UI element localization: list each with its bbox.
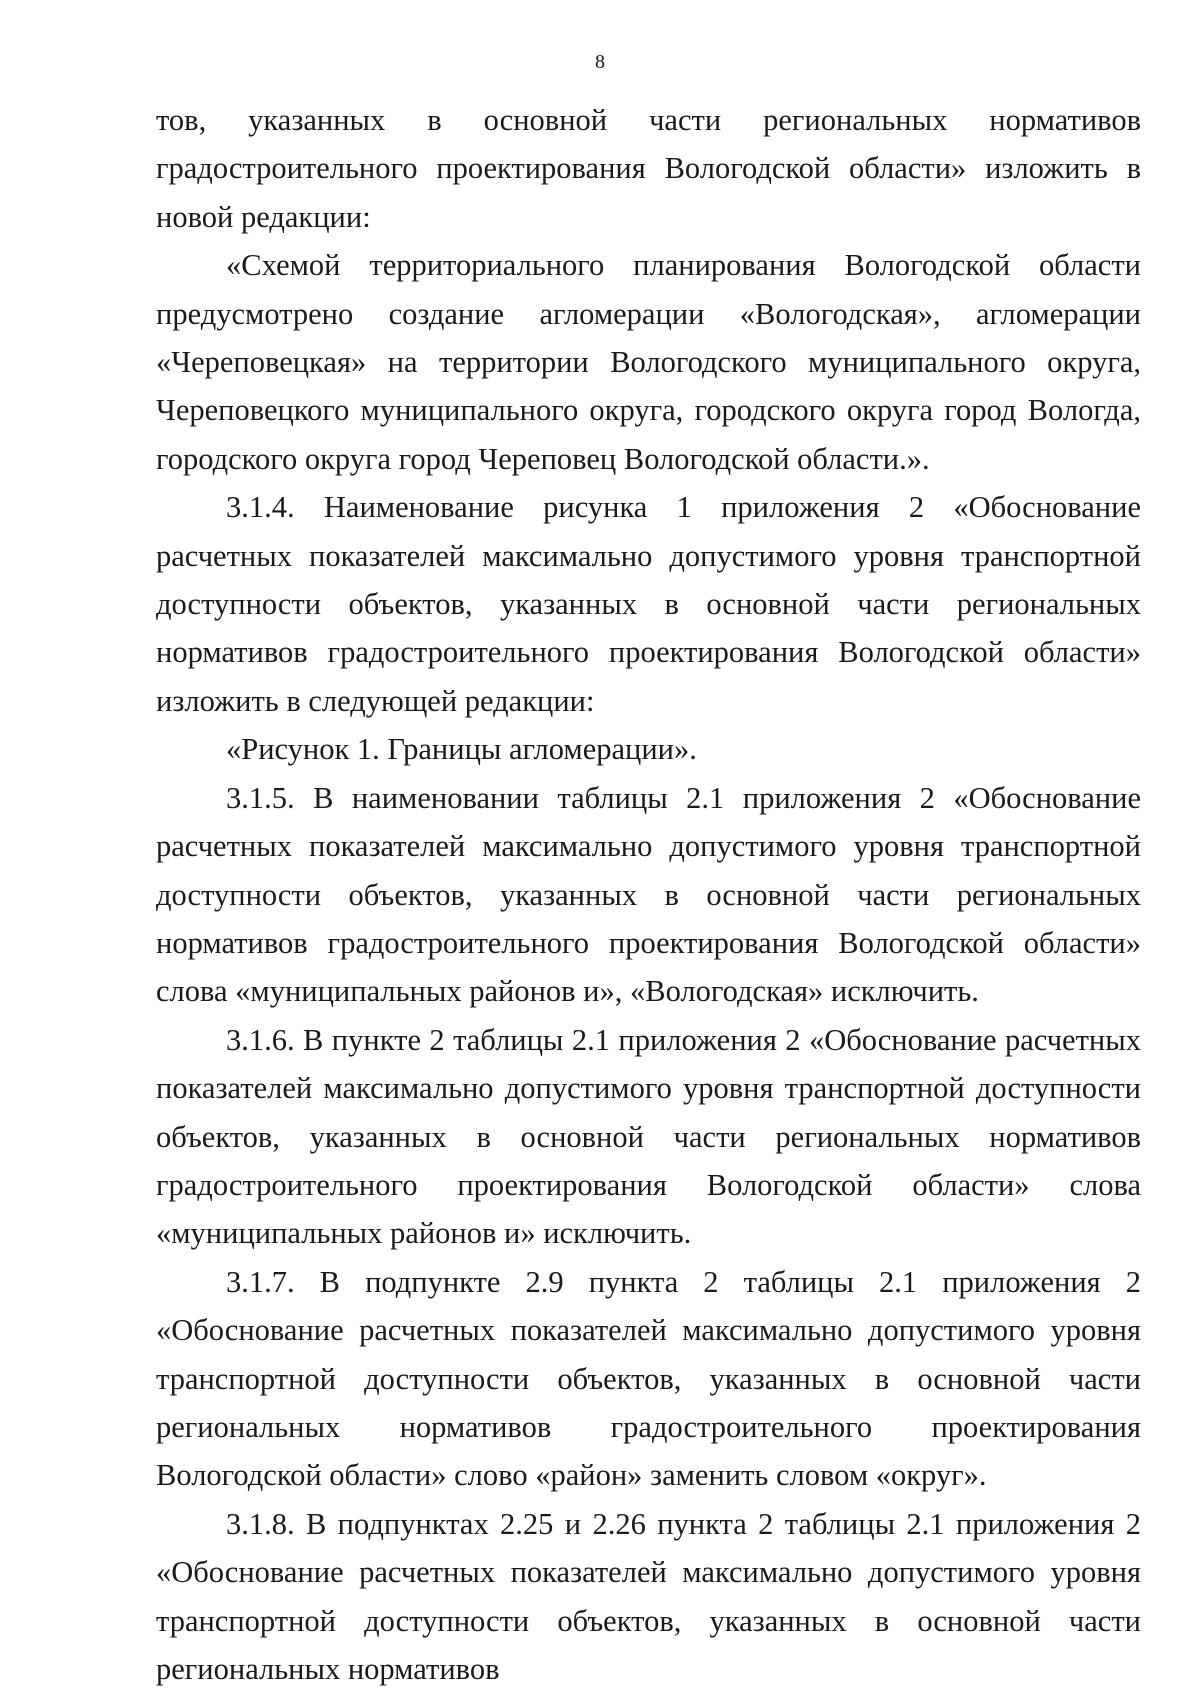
- page-number: 8: [595, 51, 605, 73]
- paragraph-3-1-8: 3.1.8. В подпунктах 2.25 и 2.26 пункта 2 таблицы 2.1 приложения 2 «Обоснование расчетных показателей максимально допустимого уровня транспортной доступности объектов, указанных в основной части региональных нормативов: [156, 1506, 1141, 1686]
- paragraph-continuation: тов, указанных в основной части региональных нормативов градостроительного проектирования Вологодской области» изложить в новой редакции:: [156, 103, 1141, 234]
- paragraph-quote-scheme: «Схемой территориального планирования Вологодской области предусмотрено создание агломерации «Вологодская», агломерации «Череповецкая» на территории Вологодского муниципального округа, Череповецкого муниципального округа, городского округа город Вологда, городского округа город Череповец Вологодской области.».: [156, 248, 1141, 476]
- paragraph-3-1-5: 3.1.5. В наименовании таблицы 2.1 приложения 2 «Обоснование расчетных показателей максимально допустимого уровня транспортной доступности объектов, указанных в основной части региональных нормативов градостроительного проектирования Вологодской области» слова «муниципальных районов и», «Вологодская» исключить.: [156, 780, 1141, 1009]
- paragraph-3-1-7: 3.1.7. В подпункте 2.9 пункта 2 таблицы 2.1 приложения 2 «Обоснование расчетных показателей максимально допустимого уровня транспортной доступности объектов, указанных в основной части региональных нормативов градостроительного проектирования Вологодской области» слово «район» заменить словом «округ».: [156, 1264, 1141, 1493]
- document-body: [156, 96, 1141, 1693]
- paragraph-figure-title: «Рисунок 1. Границы агломерации».: [226, 732, 697, 767]
- paragraph-3-1-6: 3.1.6. В пункте 2 таблицы 2.1 приложения 2 «Обоснование расчетных показателей максимально допустимого уровня транспортной доступности объектов, указанных в основной части региональных нормативов градостроительного проектирования Вологодской области» слова «муниципальных районов и» исключить.: [156, 1022, 1141, 1251]
- paragraph-3-1-4: 3.1.4. Наименование рисунка 1 приложения 2 «Обоснование расчетных показателей максимально допустимого уровня транспортной доступности объектов, указанных в основной части региональных нормативов градостроительного проектирования Вологодской области» изложить в следующей редакции:: [156, 490, 1141, 718]
